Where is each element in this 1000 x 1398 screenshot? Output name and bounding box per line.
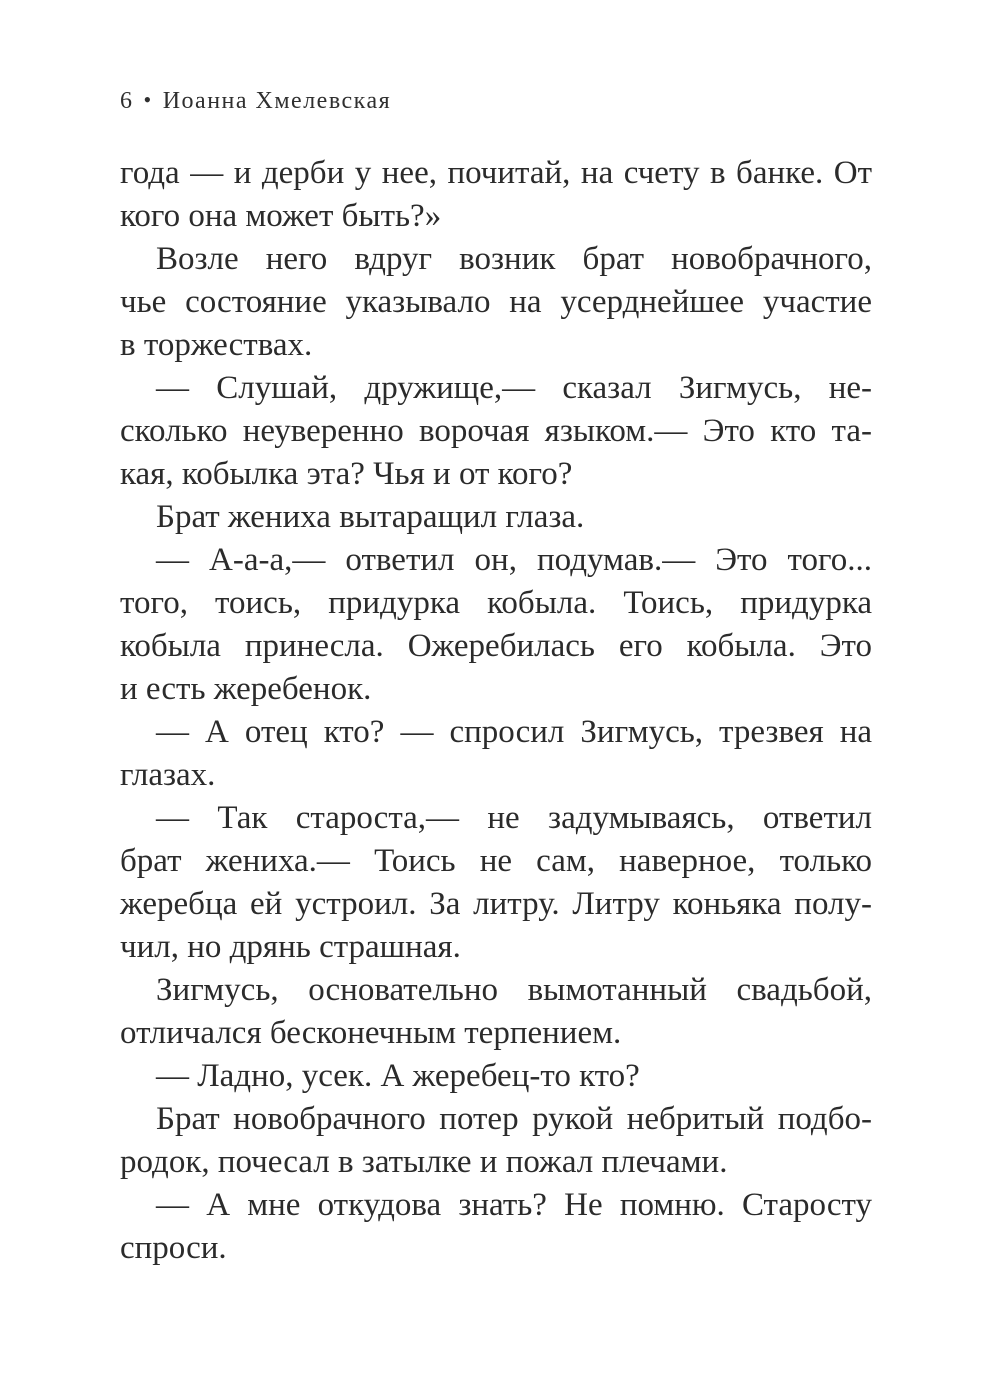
text-line: спроси. xyxy=(120,1230,227,1266)
text-line: отличался бесконечным терпением. xyxy=(120,1015,622,1051)
text-line: жеребца ей устроил. За литру. Литру коньяка полу- xyxy=(120,886,872,922)
text-line: чил, но дрянь страшная. xyxy=(120,929,461,965)
text-line: и есть жеребенок. xyxy=(120,671,372,707)
text-line: глазах. xyxy=(120,757,216,793)
page-number: 6 xyxy=(120,88,134,114)
text-line: Возле него вдруг возник брат новобрачного, xyxy=(156,241,872,277)
text-line: того, тоись, придурка кобыла. Тоись, придурка xyxy=(120,585,872,621)
text-line: в торжествах. xyxy=(120,327,313,363)
text-line: кого она может быть?» xyxy=(120,198,442,234)
header-separator: • xyxy=(143,87,153,112)
running-header xyxy=(120,88,391,115)
text-line: кобыла принесла. Ожеребилась его кобыла. Это xyxy=(120,628,872,664)
text-line: — А-а-а,— ответил он, подумав.— Это того... xyxy=(156,542,872,578)
text-line: Брат жениха вытаращил глаза. xyxy=(156,499,585,535)
text-line: Зигмусь, основательно вымотанный свадьбой, xyxy=(156,972,872,1008)
text-line: года — и дерби у нее, почитай, на счету в банке. От xyxy=(120,155,872,191)
text-line: родок, почесал в затылке и пожал плечами. xyxy=(120,1144,728,1180)
text-line: — А отец кто? — спросил Зигмусь, трезвея на xyxy=(156,714,872,750)
text-line: — Ладно, усек. А жеребец-то кто? xyxy=(156,1058,640,1094)
text-line: — Слушай, дружище,— сказал Зигмусь, не- xyxy=(156,370,872,406)
text-line: сколько неуверенно ворочая языком.— Это кто та- xyxy=(120,413,872,449)
text-line: Брат новобрачного потер рукой небритый подбо- xyxy=(156,1101,872,1137)
text-line: чье состояние указывало на усерднейшее участие xyxy=(120,284,872,320)
text-line: брат жениха.— Тоись не сам, наверное, только xyxy=(120,843,872,879)
text-line: кая, кобылка эта? Чья и от кого? xyxy=(120,456,573,492)
body-text xyxy=(120,152,872,1270)
author-name: Иоанна Хмелевская xyxy=(162,88,392,114)
text-line: — А мне откудова знать? Не помню. Старосту xyxy=(156,1187,872,1223)
text-line: — Так староста,— не задумываясь, ответил xyxy=(156,800,872,836)
